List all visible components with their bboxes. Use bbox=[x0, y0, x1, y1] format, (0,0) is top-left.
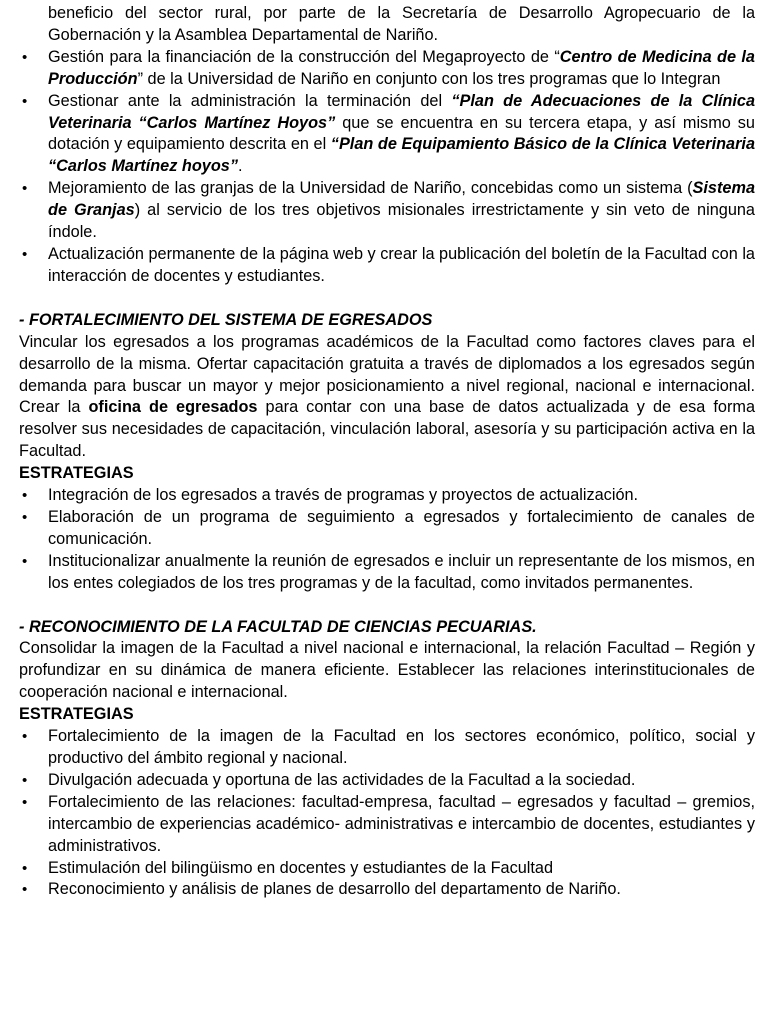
strategies-label: ESTRATEGIAS bbox=[19, 464, 134, 483]
list-item-text: . bbox=[238, 157, 243, 176]
emphasis-text: “Plan de Equipamiento Básico de la Clínica Veterinaria “Carlos Martínez hoyos” bbox=[48, 135, 756, 176]
list-item-text: Mejoramiento de las granjas de la Universidad de Nariño, concebidas como un sistema ( bbox=[48, 179, 693, 198]
list-item bbox=[19, 485, 755, 507]
list-item-text: Divulgación adecuada y oportuna de las actividades de la Facultad a la sociedad. bbox=[48, 770, 636, 789]
list-item bbox=[19, 551, 755, 595]
section-heading-egresados: - FORTALECIMIENTO DEL SISTEMA DE EGRESADOS bbox=[19, 310, 433, 329]
bullet-icon: • bbox=[22, 245, 28, 263]
top-bullet-list bbox=[19, 47, 755, 288]
paragraph-text: para contar con una base de datos actualizada y de esa forma resolver sus necesidades de capacitación, vinculación laboral, asesoría y su participación activa en la Facultad. bbox=[19, 398, 756, 461]
list-item bbox=[19, 507, 755, 551]
list-item bbox=[19, 178, 755, 244]
list-item-text: Fortalecimiento de la imagen de la Facultad en los sectores económico, político, social y productivo del ámbito regional y nacional. bbox=[48, 727, 755, 767]
list-item bbox=[19, 47, 755, 91]
section-heading-reconocimiento: - RECONOCIMIENTO DE LA FACULTAD DE CIENCIAS PECUARIAS. bbox=[19, 617, 537, 636]
list-item bbox=[19, 858, 755, 880]
paragraph-text: Vincular los egresados a los programas académicos de la Facultad como factores claves para el desarrollo de la misma. Ofertar capacitación gratuita a través de diplomados a los egresados según demanda para buscar un mayor y mejor posicionamiento a nivel regional, nacional e internacional. Crear la bbox=[19, 332, 755, 417]
list-item-text: ) al servicio de los tres objetivos misionales irrestrictamente y sin veto de ninguna índole. bbox=[48, 201, 755, 242]
bullet-icon: • bbox=[22, 728, 28, 746]
emphasis-text: Centro de Medicina de la Producción bbox=[48, 47, 755, 88]
bullet-icon: • bbox=[22, 180, 28, 198]
bullet-icon: • bbox=[22, 552, 28, 570]
list-item bbox=[19, 770, 755, 792]
list-item bbox=[19, 879, 755, 901]
section-paragraph-reconocimiento: Consolidar la imagen de la Facultad a nivel nacional e internacional, la relación Facultad – Región y profundizar en su dinámica de manera eficiente. Establecer las relaciones interinstitucionales de cooperación nacional e internacional. bbox=[19, 639, 755, 702]
list-item-text: Elaboración de un programa de seguimiento a egresados y fortalecimiento de canales de comunicación. bbox=[48, 507, 755, 548]
bold-text: oficina de egresados bbox=[88, 398, 258, 417]
list-item bbox=[19, 244, 755, 288]
bullet-icon: • bbox=[22, 859, 28, 877]
list-item bbox=[19, 792, 755, 858]
bullet-icon: • bbox=[22, 92, 28, 110]
list-item-text: Estimulación del bilingüismo en docentes y estudiantes de la Facultad bbox=[48, 858, 554, 877]
emphasis-text: “Plan de Adecuaciones de la Clínica Veterinaria “Carlos Martínez Hoyos” bbox=[48, 91, 756, 132]
strategies-label: ESTRATEGIAS bbox=[19, 705, 134, 724]
bullet-icon: • bbox=[22, 771, 28, 789]
list-item-text: Institucionalizar anualmente la reunión de egresados e incluir un representante de los mismos, en los entes colegiados de los tres programas y de la facultad, como invitados permanentes. bbox=[48, 551, 755, 592]
list-item-continuation: beneficio del sector rural, por parte de la Secretaría de Desarrollo Agropecuario de la Gobernación y la Asamblea Departamental de Nariño. bbox=[48, 4, 755, 44]
page-content bbox=[19, 3, 755, 901]
bullet-icon: • bbox=[22, 881, 28, 899]
list-item-text: Integración de los egresados a través de programas y proyectos de actualización. bbox=[48, 486, 639, 505]
strategies-list-reconocimiento bbox=[19, 726, 755, 901]
spacer bbox=[19, 288, 755, 310]
spacer bbox=[19, 595, 755, 617]
bullet-icon: • bbox=[22, 508, 28, 526]
bullet-icon: • bbox=[22, 48, 28, 66]
strategies-list-egresados bbox=[19, 485, 755, 595]
list-item-text: Gestionar ante la administración la terminación del bbox=[48, 91, 452, 110]
list-item-text: Fortalecimiento de las relaciones: facultad-empresa, facultad – egresados y facultad – gremios, intercambio de experiencias académico- administrativas e intercambio de docentes, estudiantes y administrativos. bbox=[48, 792, 755, 855]
emphasis-text: Sistema de Granjas bbox=[48, 179, 755, 220]
bullet-icon: • bbox=[22, 487, 28, 505]
list-item-text: Reconocimiento y análisis de planes de desarrollo del departamento de Nariño. bbox=[48, 880, 621, 899]
list-item bbox=[19, 726, 755, 770]
list-item-text: ” de la Universidad de Nariño en conjunto con los tres programas que lo Integran bbox=[137, 69, 721, 88]
list-item-text: que se encuentra en su tercera etapa, y así mismo su dotación y equipamiento descrita en el bbox=[48, 113, 755, 154]
list-item bbox=[19, 91, 755, 179]
bullet-icon: • bbox=[22, 793, 28, 811]
list-item-text: Gestión para la financiación de la construcción del Megaproyecto de “ bbox=[48, 47, 560, 66]
list-item-text: Actualización permanente de la página web y crear la publicación del boletín de la Facultad con la interacción de docentes y estudiantes. bbox=[48, 244, 755, 285]
section-paragraph-egresados bbox=[19, 332, 755, 463]
